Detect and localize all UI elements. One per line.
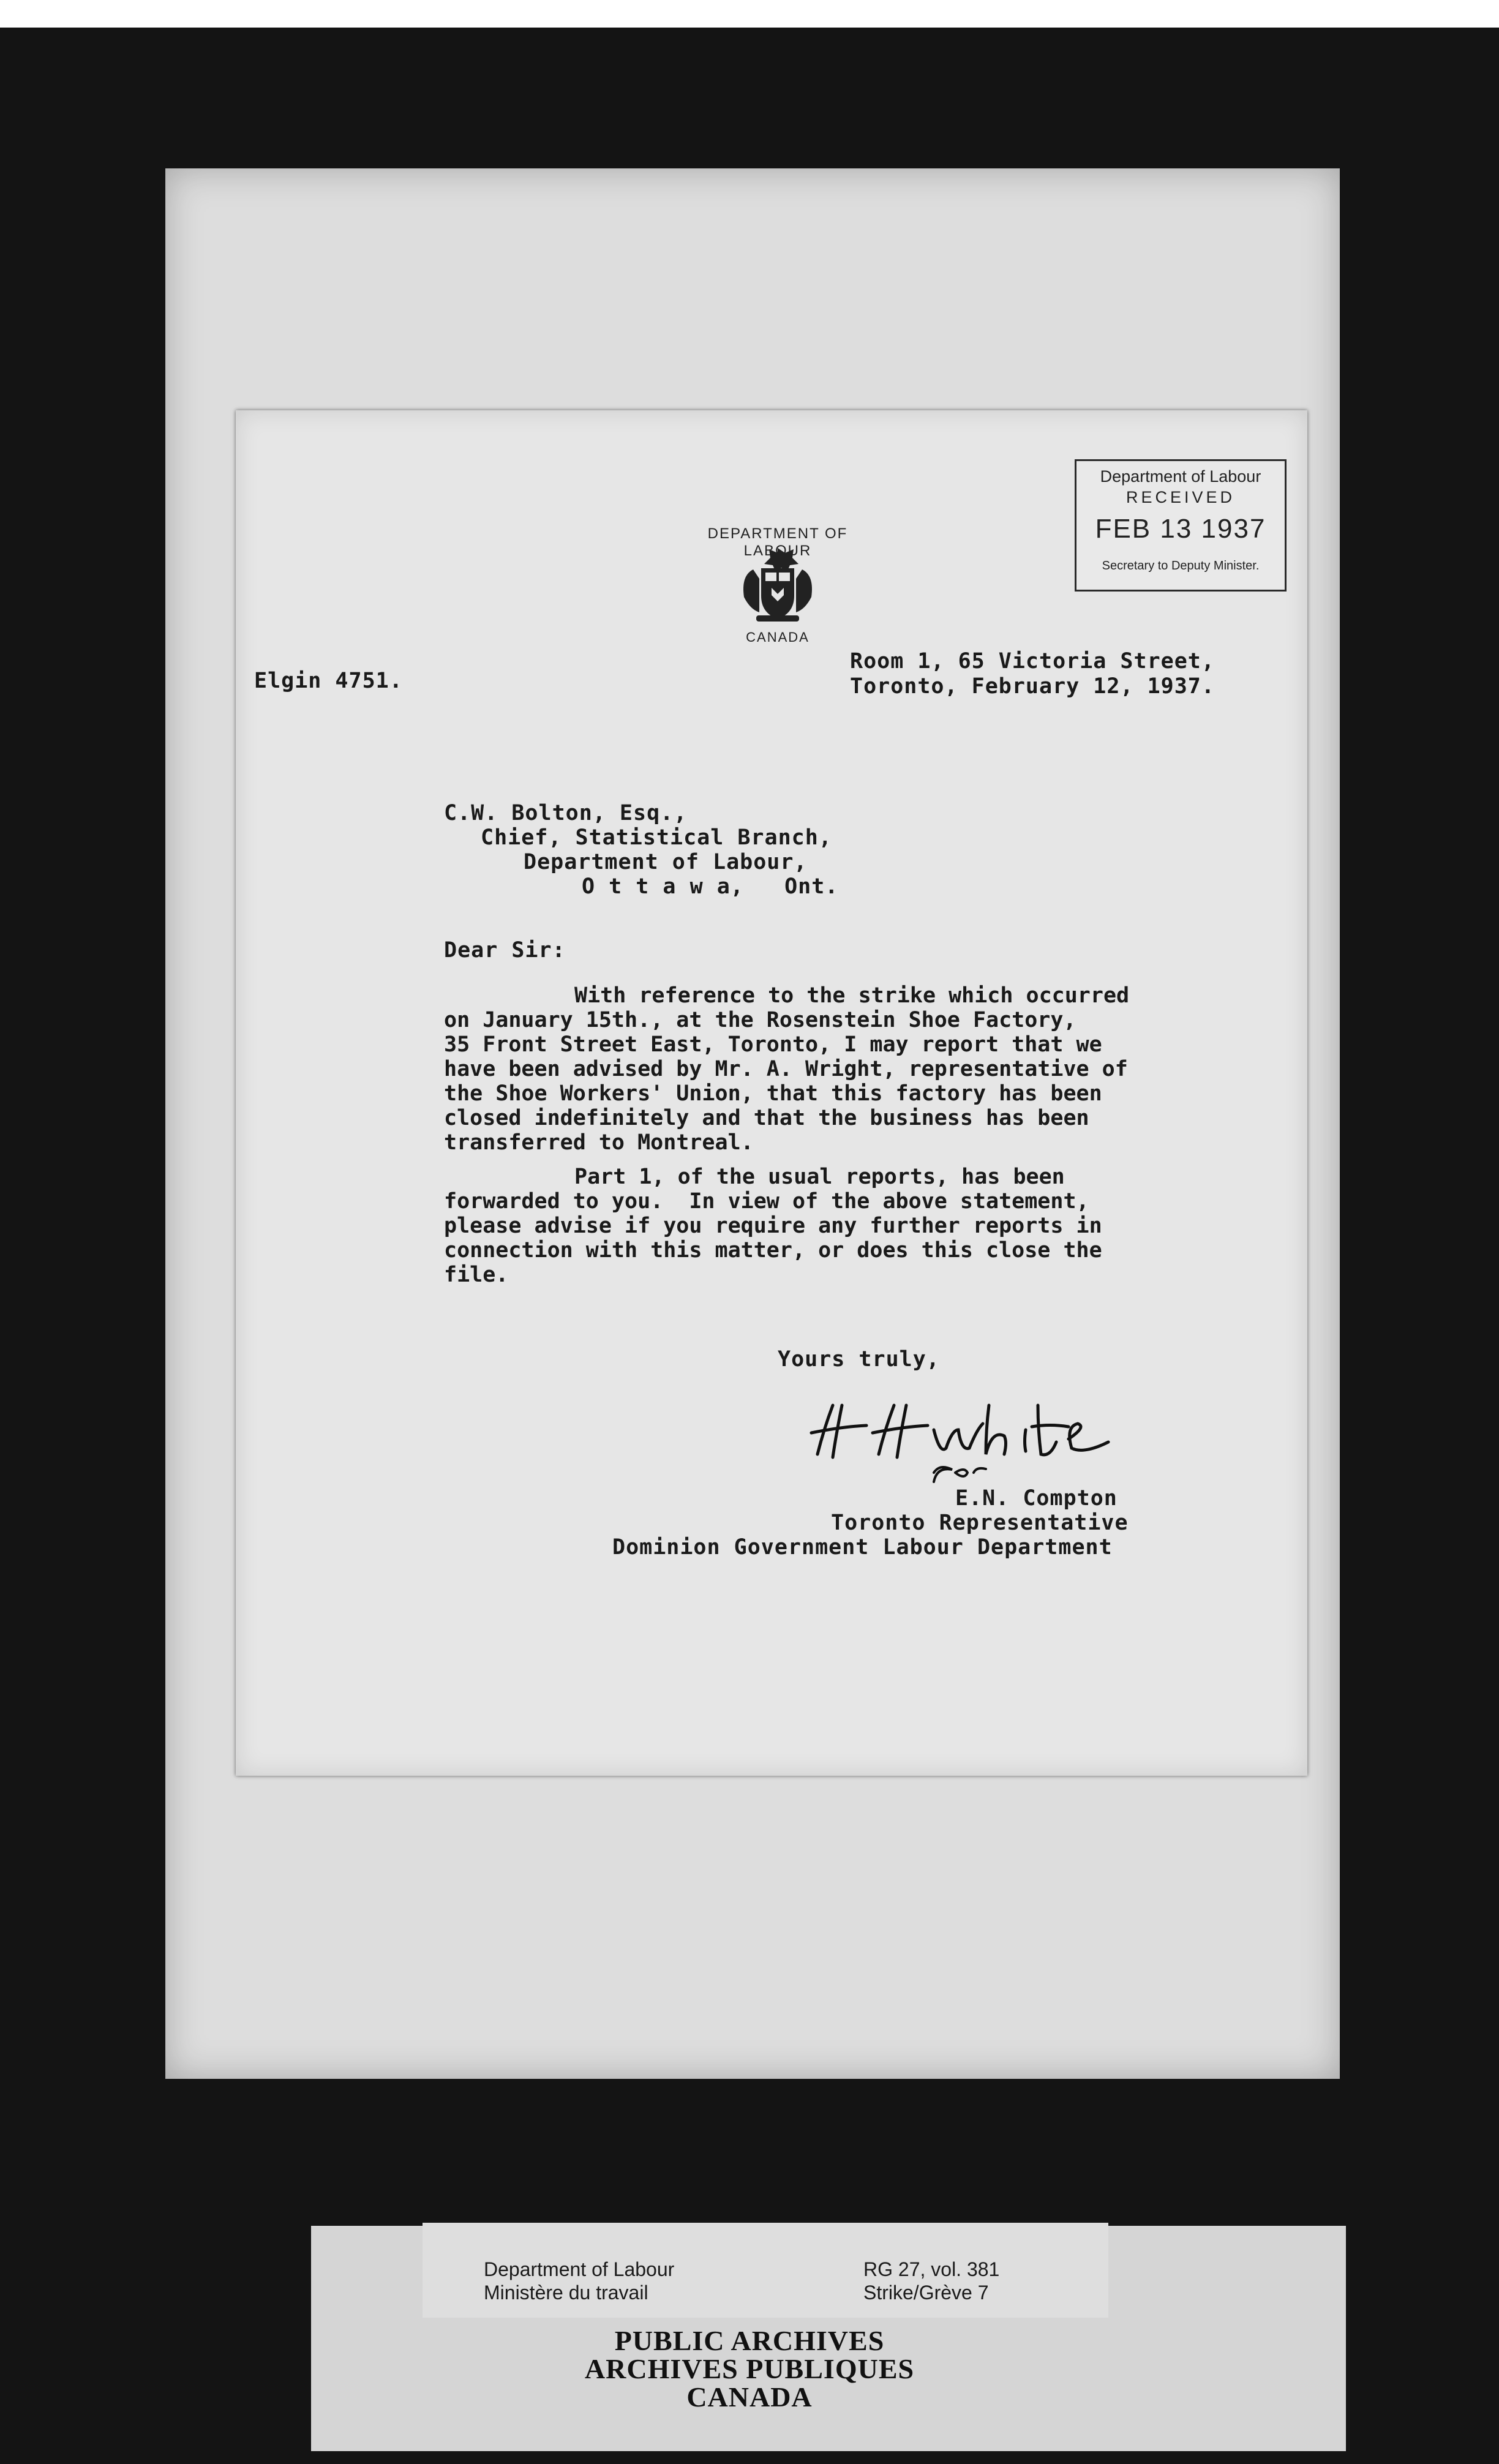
stamp-date: FEB 13 1937: [1095, 514, 1266, 544]
salutation: Dear Sir:: [444, 938, 566, 963]
archive-ref-volume: RG 27, vol. 381: [863, 2258, 1000, 2280]
signatory-title: Toronto Representative: [831, 1511, 1129, 1535]
paragraph-1-line: the Shoe Workers' Union, that this factory has been: [444, 1081, 1102, 1106]
paragraph-2-line: connection with this matter, or does this close the: [444, 1238, 1102, 1263]
archive-ref-strike: Strike/Grève 7: [863, 2282, 989, 2304]
letter-page: [236, 410, 1307, 1776]
paragraph-2-line: file.: [444, 1263, 509, 1287]
paragraph-2-line: please advise if you require any further reports in: [444, 1214, 1102, 1238]
archive-title-fr: ARCHIVES PUBLIQUES: [584, 2353, 915, 2384]
department-crest: [707, 490, 848, 649]
phone-number: Elgin 4751.: [254, 669, 403, 693]
archive-dept-fr: Ministère du travail: [484, 2282, 648, 2304]
paragraph-1-line: With reference to the strike which occurred: [574, 983, 1130, 1008]
recipient-line-2: Chief, Statistical Branch,: [481, 825, 832, 850]
recipient-line-4: O t t a w a, Ont.: [582, 874, 839, 899]
archive-dept-en: Department of Labour: [484, 2258, 675, 2280]
crest-bottom-label: CANADA: [746, 629, 810, 645]
stamp-department: Department of Labour: [1100, 467, 1261, 486]
stamp-received: RECEIVED: [1125, 488, 1236, 506]
received-stamp: [1075, 459, 1287, 592]
stamp-secretary: Secretary to Deputy Minister.: [1102, 559, 1260, 573]
handwritten-signature: [805, 1381, 1203, 1485]
closing: Yours truly,: [778, 1347, 940, 1372]
paragraph-2: [444, 1165, 1102, 1287]
recipient-line-1: C.W. Bolton, Esq.,: [444, 801, 688, 825]
crest-top-label: DEPARTMENT OF LABOUR: [707, 525, 848, 559]
paragraph-1-line: on January 15th., at the Rosenstein Shoe Factory,: [444, 1008, 1076, 1032]
paragraph-1-line: have been advised by Mr. A. Wright, representative of: [444, 1057, 1128, 1081]
address-line-2: Toronto, February 12, 1937.: [850, 674, 1215, 699]
archive-title-country: CANADA: [686, 2381, 813, 2413]
paragraph-1-line: transferred to Montreal.: [444, 1130, 754, 1155]
recipient-line-3: Department of Labour,: [524, 850, 808, 874]
paragraph-2-line: Part 1, of the usual reports, has been: [574, 1165, 1065, 1189]
archive-title-en: PUBLIC ARCHIVES: [614, 2325, 885, 2356]
paragraph-1-line: closed indefinitely and that the business has been: [444, 1106, 1089, 1130]
address-line-1: Room 1, 65 Victoria Street,: [850, 649, 1215, 674]
coat-of-arms-icon: [707, 490, 848, 649]
paragraph-1-line: 35 Front Street East, Toronto, I may report that we: [444, 1032, 1102, 1057]
signatory-department: Dominion Government Labour Department: [612, 1535, 1113, 1560]
paragraph-1: [444, 983, 1129, 1155]
signatory-name: E.N. Compton: [955, 1486, 1118, 1511]
paragraph-2-line: forwarded to you. In view of the above statement,: [444, 1189, 1089, 1214]
